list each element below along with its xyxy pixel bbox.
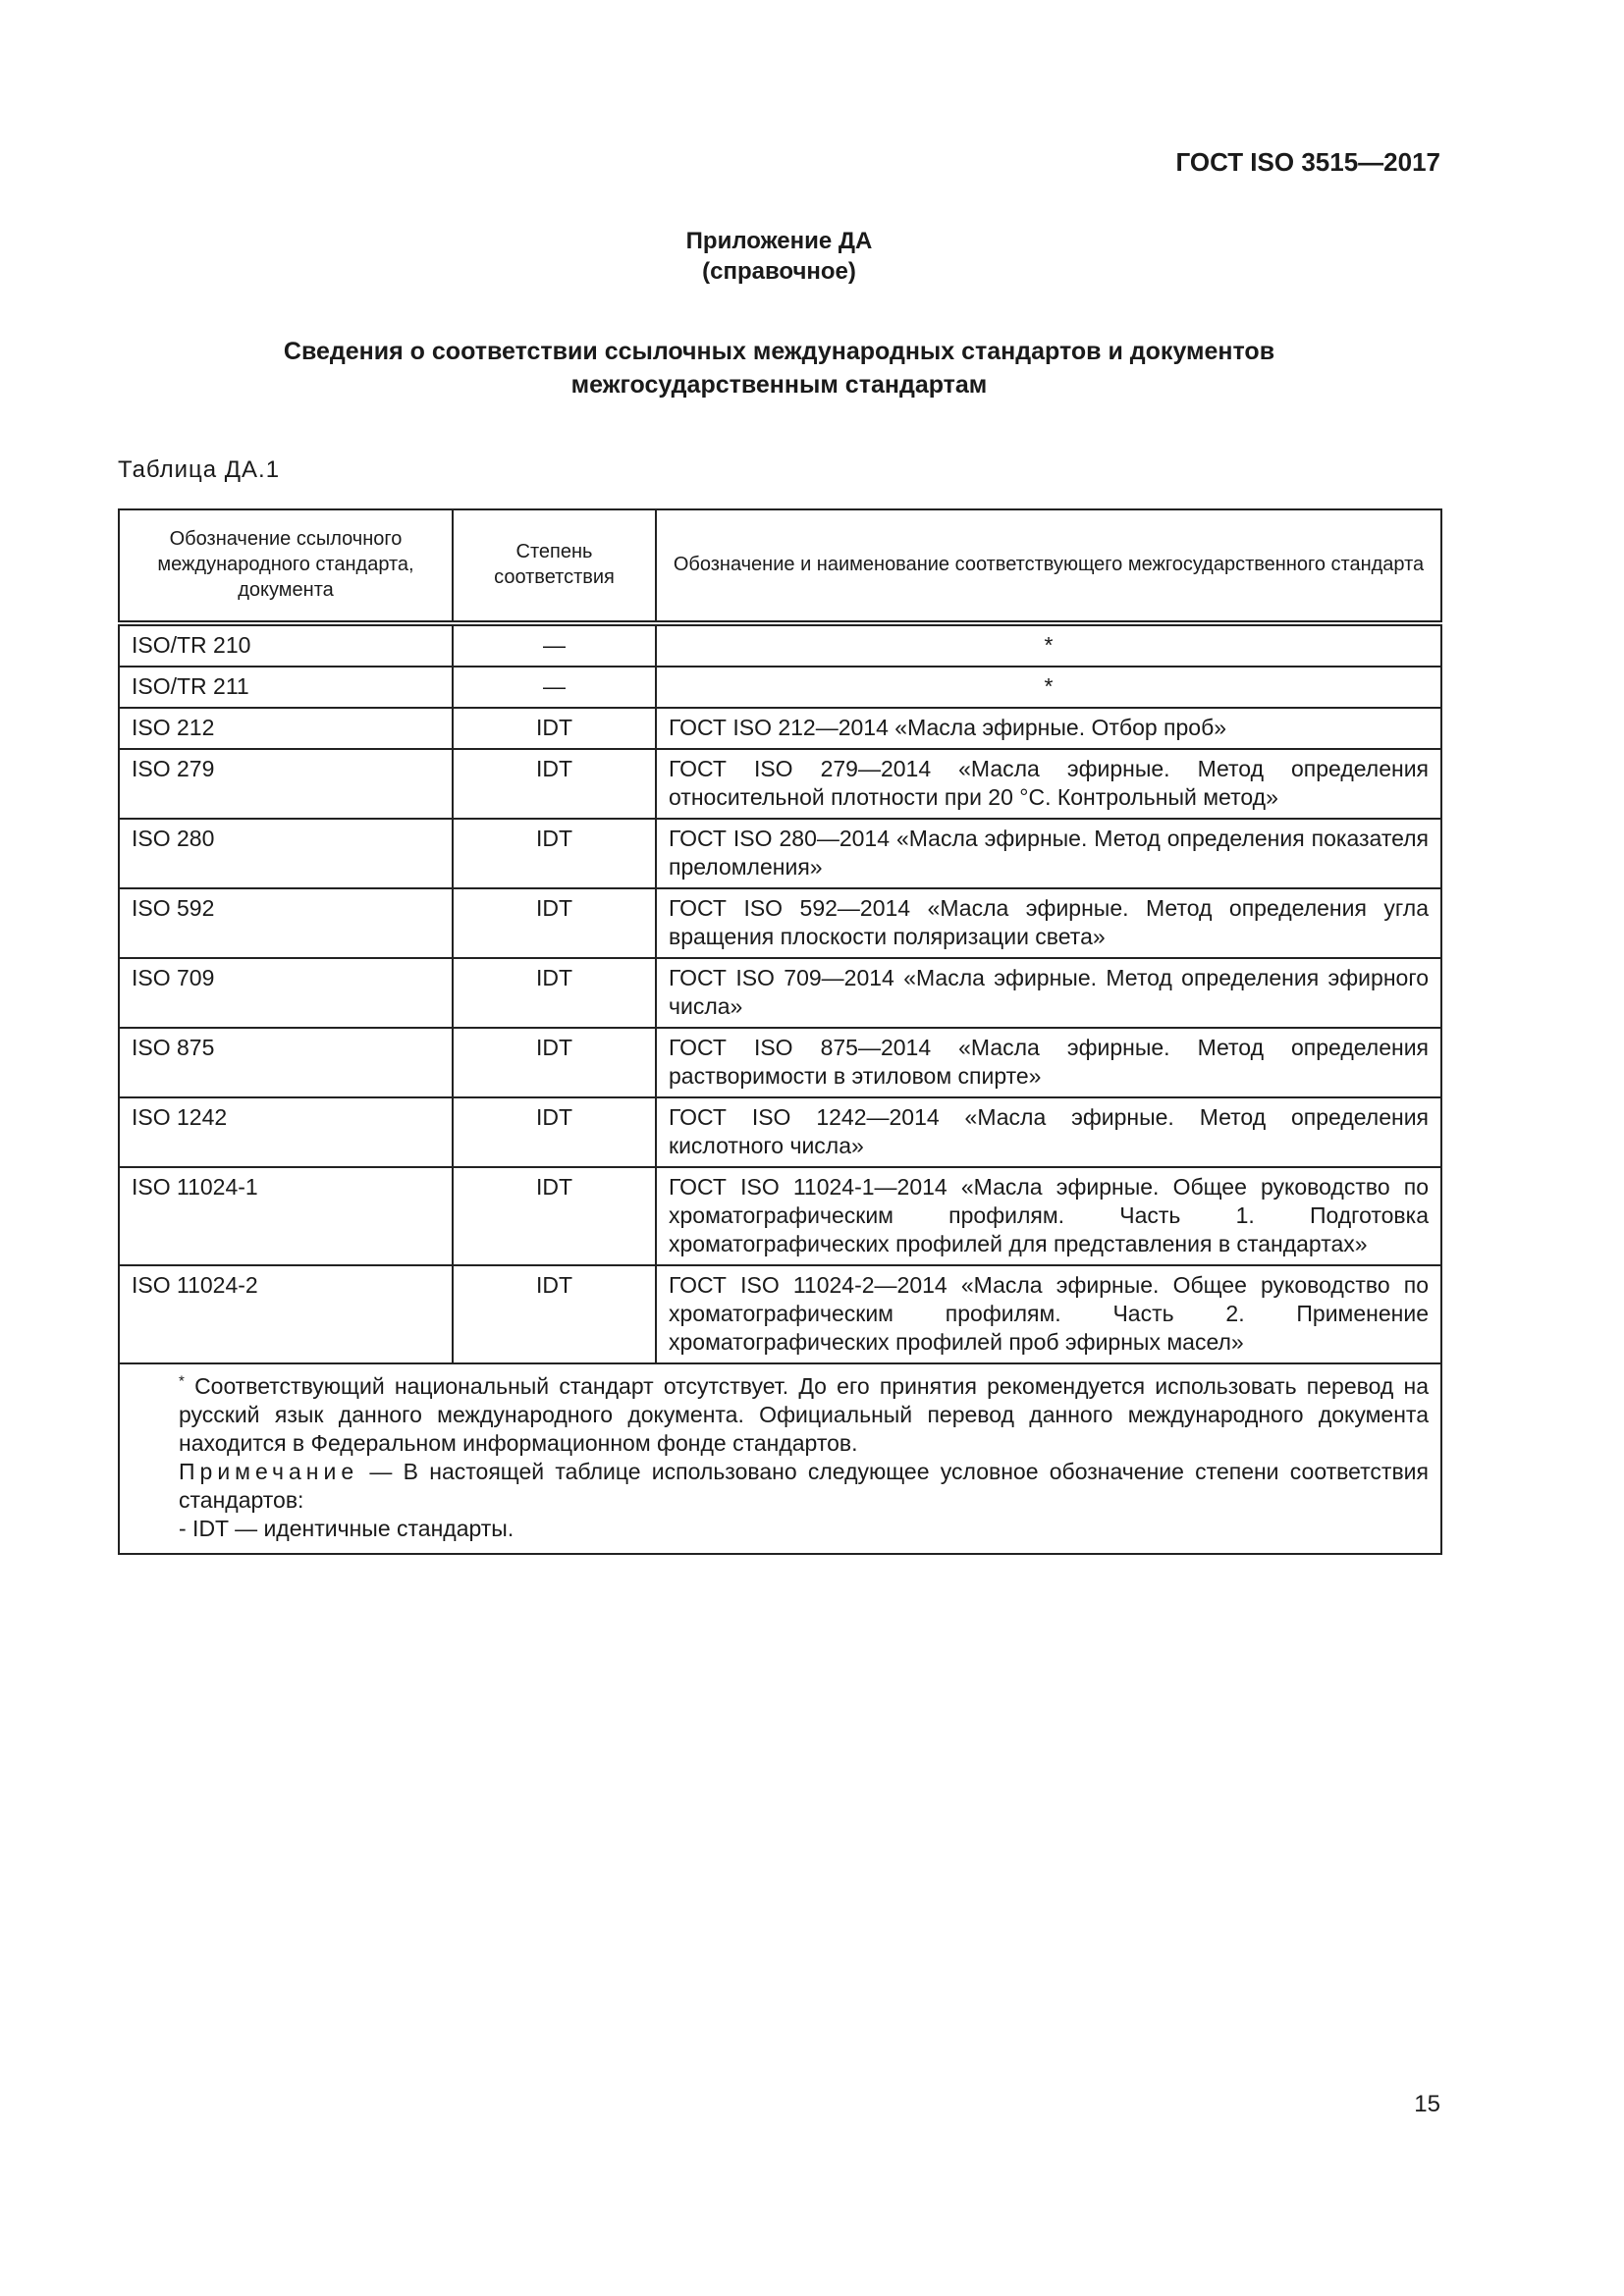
cell-degree: — (453, 623, 656, 667)
cell-national-standard: * (656, 667, 1441, 708)
footnote-text: Соответствующий национальный стандарт отсутствует. До его принятия рекомендуется использовать перевод на русский язык данного международного документа. Официальный перевод данного международного документа находится в Федеральном информационном фонде стандартов. (179, 1373, 1430, 1456)
footnote-marker: * (179, 1372, 185, 1390)
table-body (119, 623, 1441, 1554)
note-text: — В настоящей таблице использовано следующее условное обозначение степени соответствия стандартов: (179, 1459, 1429, 1513)
table-row (119, 623, 1441, 667)
cell-degree: IDT (453, 958, 656, 1028)
legend-idt: - IDT — идентичные стандарты. (179, 1516, 514, 1541)
annex-heading (118, 226, 1440, 287)
cell-national-standard: ГОСТ ISO 280—2014 «Масла эфирные. Метод определения показателя преломления» (656, 819, 1441, 888)
document-code: ГОСТ ISO 3515—2017 (1175, 147, 1440, 177)
section-title (118, 335, 1440, 401)
cell-national-standard: ГОСТ ISO 11024-2—2014 «Масла эфирные. Общее руководство по хроматографическим профилям. Часть 2. Применение хроматографических профилей проб эфирных масел» (656, 1265, 1441, 1363)
header-reference-standard: Обозначение ссылочного международного стандарта, документа (119, 509, 453, 623)
cell-degree: IDT (453, 819, 656, 888)
cell-degree: IDT (453, 708, 656, 749)
table-header (119, 509, 1441, 623)
table-row (119, 749, 1441, 819)
cell-reference: ISO 280 (119, 819, 453, 888)
cell-degree: IDT (453, 1028, 656, 1097)
page-number: 15 (1414, 2091, 1440, 2117)
note-paragraph (132, 1458, 1429, 1515)
section-title-line-1: Сведения о соответствии ссылочных международных стандартов и документов (283, 338, 1275, 365)
table-row (119, 1028, 1441, 1097)
cell-degree: IDT (453, 1167, 656, 1265)
cell-reference: ISO/TR 210 (119, 623, 453, 667)
table-row (119, 819, 1441, 888)
header-national-standard: Обозначение и наименование соответствующего межгосударственного стандарта (656, 509, 1441, 623)
table-header-row (119, 509, 1441, 623)
cell-national-standard: ГОСТ ISO 11024-1—2014 «Масла эфирные. Общее руководство по хроматографическим профилям. Часть 1. Подготовка хроматографических профилей для представления в стандартах» (656, 1167, 1441, 1265)
cell-reference: ISO 11024-2 (119, 1265, 453, 1363)
table-row (119, 958, 1441, 1028)
annex-title: Приложение ДА (685, 228, 873, 254)
note-label: Примечание (179, 1459, 359, 1484)
cell-reference: ISO 875 (119, 1028, 453, 1097)
annex-subtitle: (справочное) (702, 258, 856, 285)
cell-reference: ISO/TR 211 (119, 667, 453, 708)
cell-reference: ISO 592 (119, 888, 453, 958)
cell-national-standard: ГОСТ ISO 709—2014 «Масла эфирные. Метод определения эфирного числа» (656, 958, 1441, 1028)
correspondence-table (118, 508, 1442, 1555)
cell-national-standard: * (656, 623, 1441, 667)
table-row (119, 888, 1441, 958)
table-row (119, 1097, 1441, 1167)
cell-degree: IDT (453, 1265, 656, 1363)
cell-national-standard: ГОСТ ISO 279—2014 «Масла эфирные. Метод определения относительной плотности при 20 °C. Контрольный метод» (656, 749, 1441, 819)
cell-reference: ISO 709 (119, 958, 453, 1028)
cell-national-standard: ГОСТ ISO 1242—2014 «Масла эфирные. Метод определения кислотного числа» (656, 1097, 1441, 1167)
cell-degree: IDT (453, 1097, 656, 1167)
header-degree-of-correspondence: Степень соответствия (453, 509, 656, 623)
table-footnote (119, 1363, 1441, 1554)
cell-reference: ISO 212 (119, 708, 453, 749)
cell-national-standard: ГОСТ ISO 875—2014 «Масла эфирные. Метод определения растворимости в этиловом спирте» (656, 1028, 1441, 1097)
cell-degree: — (453, 667, 656, 708)
cell-degree: IDT (453, 888, 656, 958)
table-row (119, 1265, 1441, 1363)
cell-reference: ISO 11024-1 (119, 1167, 453, 1265)
cell-national-standard: ГОСТ ISO 212—2014 «Масла эфирные. Отбор проб» (656, 708, 1441, 749)
cell-national-standard: ГОСТ ISO 592—2014 «Масла эфирные. Метод определения угла вращения плоскости поляризации света» (656, 888, 1441, 958)
table-row (119, 667, 1441, 708)
table-row (119, 708, 1441, 749)
footnote-paragraph (132, 1372, 1429, 1458)
cell-reference: ISO 279 (119, 749, 453, 819)
table-caption: Таблица ДА.1 (118, 456, 281, 483)
cell-degree: IDT (453, 749, 656, 819)
table-row (119, 1167, 1441, 1265)
section-title-line-2: межгосударственным стандартам (570, 371, 988, 399)
cell-reference: ISO 1242 (119, 1097, 453, 1167)
table-footnote-row (119, 1363, 1441, 1554)
